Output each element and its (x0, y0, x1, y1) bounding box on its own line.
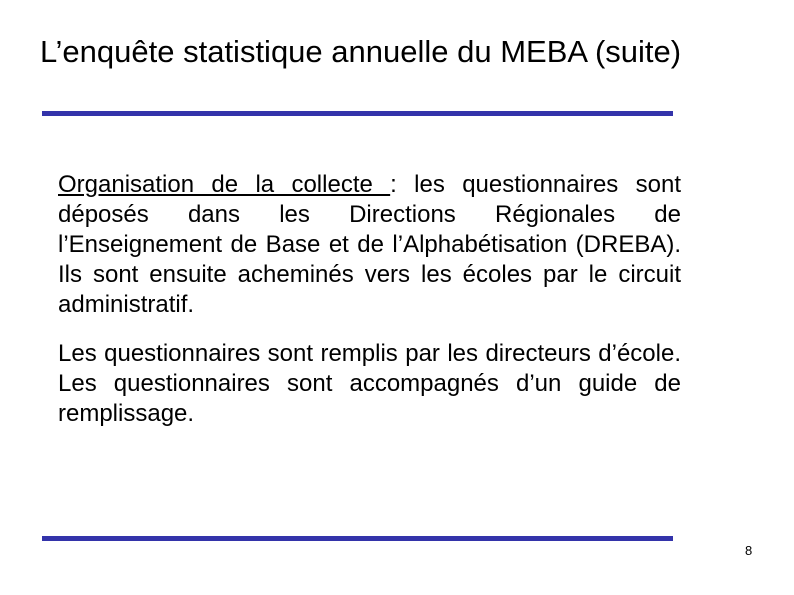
paragraph-text: : les questionnaires sont déposés dans les Directions Régionales de l’Enseignement de Base et de l’Alphabétisation (DREBA). Ils sont ensuite acheminés vers les écoles par le circuit administratif. (58, 171, 681, 318)
paragraph-remplissage: Les questionnaires sont remplis par les directeurs d’école. Les questionnaires sont accompagnés d’un guide de remplissage. (58, 340, 681, 427)
paragraph-lead: Organisation de la collecte (58, 171, 391, 198)
page-number: 8 (745, 543, 753, 558)
paragraph-organisation (58, 170, 681, 320)
title-divider (42, 111, 673, 116)
slide-title: L’enquête statistique annuelle du MEBA (suite) (40, 34, 682, 69)
footer-divider (42, 536, 673, 541)
